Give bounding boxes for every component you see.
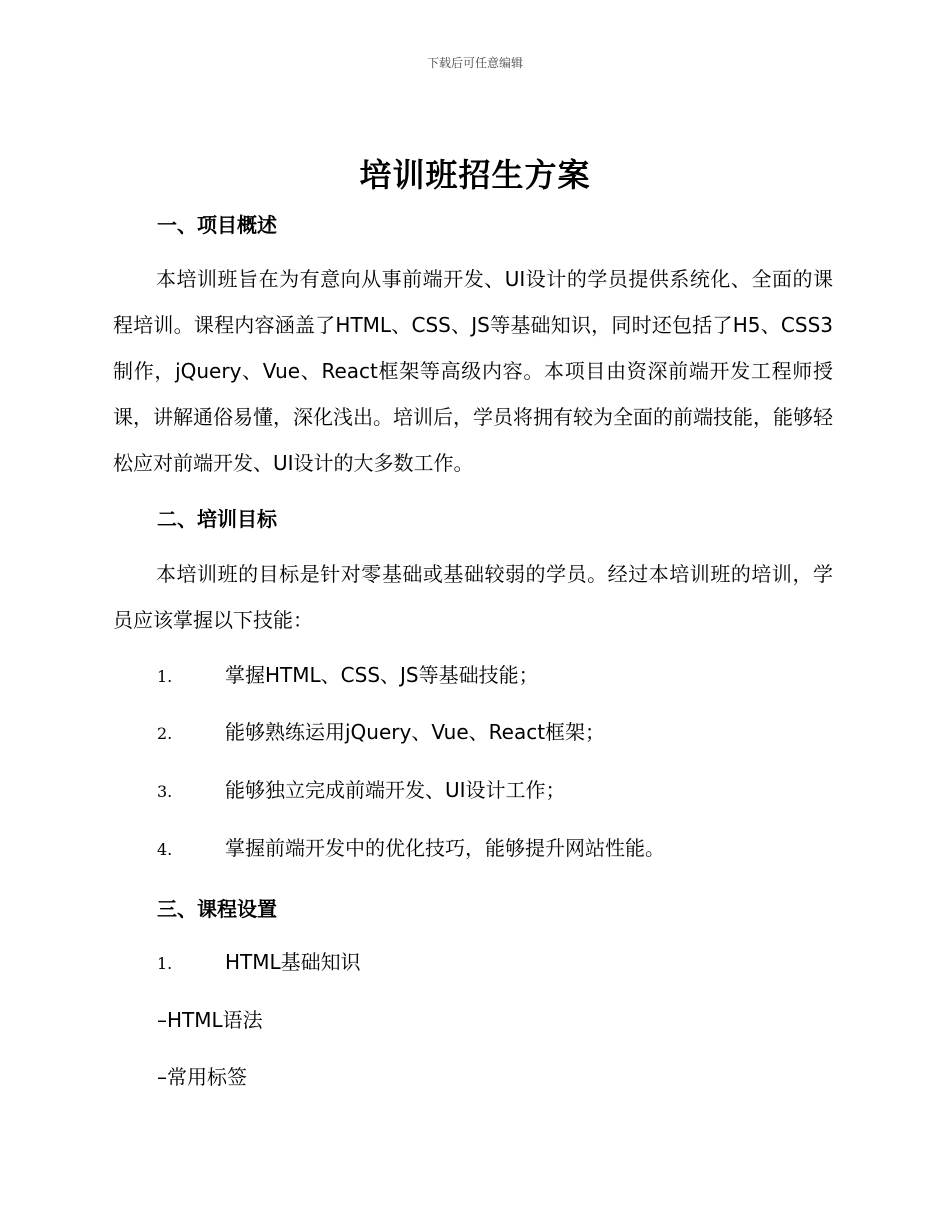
goal-item-number: 2.: [157, 724, 173, 743]
goal-item: [157, 775, 566, 805]
course-sub-item: –HTML语法: [157, 1008, 263, 1032]
section-heading-goals: 二、培训目标: [157, 507, 277, 531]
section-heading-overview: 一、项目概述: [157, 213, 277, 237]
course-item-text: HTML基础知识: [225, 950, 361, 974]
goal-item-number: 4.: [157, 840, 173, 859]
goal-item-text: 能够熟练运用jQuery、Vue、React框架；: [225, 720, 606, 744]
page-header-note: 下载后可任意编辑: [426, 56, 523, 70]
goal-item-number: 3.: [157, 782, 173, 801]
goal-item-text: 能够独立完成前端开发、UI设计工作；: [225, 778, 566, 802]
goal-item: [157, 717, 605, 747]
goal-item-text: 掌握HTML、CSS、JS等基础技能；: [225, 663, 539, 687]
document-title: 培训班招生方案: [359, 156, 591, 194]
section-heading-courses: 三、课程设置: [157, 897, 277, 921]
course-sub-item: –常用标签: [157, 1065, 247, 1089]
course-item-number: 1.: [157, 954, 173, 973]
goal-item-number: 1.: [157, 667, 173, 686]
goal-item: [157, 660, 539, 690]
overview-paragraph: 本培训班旨在为有意向从事前端开发、UI设计的学员提供系统化、全面的课程培训。课程内容涵盖了HTML、CSS、JS等基础知识，同时还包括了H5、CSS3制作，jQuery、Vue、React框架等高级内容。本项目由资深前端开发工程师授课，讲解通俗易懂，深化浅出。培训后，学员将拥有较为全面的前端技能，能够轻松应对前端开发、UI设计的大多数工作。: [113, 267, 833, 475]
goal-item-text: 掌握前端开发中的优化技巧，能够提升网站性能。: [225, 836, 665, 860]
goal-item: [157, 833, 665, 863]
course-item: [157, 947, 361, 977]
goals-paragraph: 本培训班的目标是针对零基础或基础较弱的学员。经过本培训班的培训，学员应该掌握以下技能：: [113, 562, 833, 632]
